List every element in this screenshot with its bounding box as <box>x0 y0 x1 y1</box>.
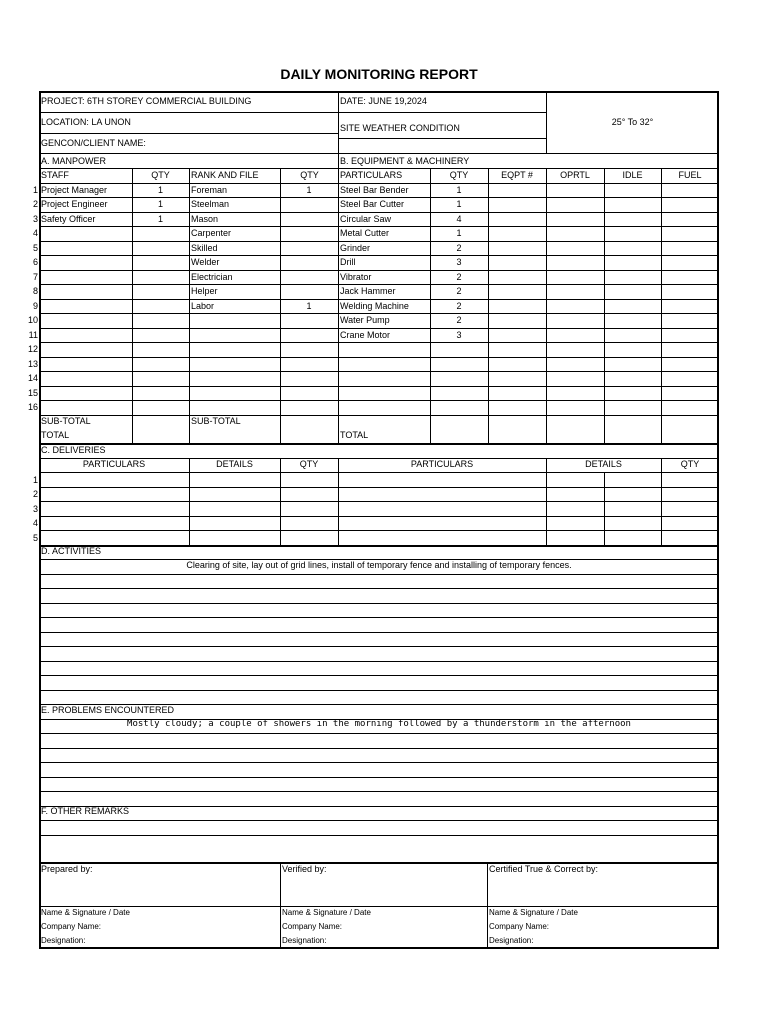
equipment-qty: 3 <box>456 330 462 340</box>
grid-line-h <box>39 241 719 242</box>
row-number: 14 <box>27 373 38 383</box>
rank-name: Labor <box>191 301 215 311</box>
row-number: 4 <box>32 228 38 238</box>
grid-line-h <box>39 632 719 633</box>
row-number: 11 <box>28 330 38 340</box>
delivery-row-number: 5 <box>32 533 38 543</box>
staff-name: Project Engineer <box>41 199 108 209</box>
staff-subtotal-label: SUB-TOTAL <box>41 416 91 426</box>
rank-name: Steelman <box>191 199 230 209</box>
grid-line-h <box>39 762 719 763</box>
delivery-row-number: 1 <box>32 475 38 485</box>
grid-line-v <box>338 91 339 153</box>
location-label: LOCATION: LA UNON <box>41 117 131 127</box>
equipment-name: Steel Bar Cutter <box>340 199 405 209</box>
row-number: 5 <box>32 243 38 253</box>
equipment-eqpt-header: EQPT # <box>501 170 533 180</box>
grid-line-v <box>488 168 489 443</box>
certified-name-signature: Name & Signature / Date <box>489 908 578 917</box>
grid-line-v <box>487 862 488 949</box>
equipment-qty: 3 <box>456 257 462 267</box>
grid-line-v <box>546 458 547 545</box>
grid-line-h <box>39 255 719 256</box>
project-label: PROJECT: 6TH STOREY COMMERCIAL BUILDING <box>41 96 252 106</box>
equipment-fuel-header: FUEL <box>678 170 702 180</box>
grid-line-v <box>604 168 605 443</box>
equipment-particulars-header: PARTICULARS <box>340 170 403 180</box>
row-number: 10 <box>27 315 38 325</box>
rank-name: Electrician <box>191 272 233 282</box>
staff-name: Safety Officer <box>41 214 96 224</box>
grid-line-h <box>39 415 719 416</box>
deliveries-particulars-header: PARTICULARS <box>82 459 146 469</box>
row-number: 13 <box>27 359 38 369</box>
staff-name: Project Manager <box>41 185 108 195</box>
rank-name: Foreman <box>191 185 228 195</box>
row-number: 3 <box>32 214 38 224</box>
grid-line-h <box>39 646 719 647</box>
row-number: 1 <box>32 185 38 195</box>
equipment-qty: 2 <box>456 286 462 296</box>
deliveries-details2-header: DETAILS <box>585 459 622 469</box>
grid-line-h <box>39 516 719 517</box>
certified-by-label: Certified True & Correct by: <box>489 864 599 874</box>
verified-company: Company Name: <box>282 922 343 931</box>
grid-line-v <box>280 862 281 949</box>
row-number: 7 <box>32 272 38 282</box>
grid-line-h <box>39 487 719 488</box>
equipment-name: Circular Saw <box>340 214 392 224</box>
rank-qty: 1 <box>306 301 312 311</box>
grid-line-h <box>338 138 546 139</box>
grid-line-v <box>189 458 190 545</box>
staff-qty: 1 <box>157 199 163 209</box>
grid-line-h <box>39 835 719 836</box>
equipment-qty: 1 <box>456 228 462 238</box>
equipment-name: Drill <box>340 257 356 267</box>
row-number: 9 <box>32 301 38 311</box>
grid-line-h <box>39 748 719 749</box>
manpower-section-title: A. MANPOWER <box>41 156 107 166</box>
grid-line-h <box>39 386 719 387</box>
problems-text: Mostly cloudy; a couple of showers in the morning followed by a thunderstorm in the afternoon <box>127 719 631 729</box>
weather-label: SITE WEATHER CONDITION <box>340 123 460 133</box>
temperature-value: 25° To 32° <box>611 117 654 127</box>
certified-company: Company Name: <box>489 922 550 931</box>
equipment-section-title: B. EQUIPMENT & MACHINERY <box>340 156 470 166</box>
equipment-name: Welding Machine <box>340 301 409 311</box>
equipment-qty: 2 <box>456 243 462 253</box>
equipment-name: Vibrator <box>340 272 372 282</box>
grid-line-h <box>39 472 719 473</box>
grid-line-h <box>39 806 719 807</box>
prepared-by-label: Prepared by: <box>41 864 93 874</box>
deliveries-qty2-header: QTY <box>680 459 700 469</box>
delivery-row-number: 3 <box>32 504 38 514</box>
grid-line-h <box>39 906 719 907</box>
staff-qty: 1 <box>157 185 163 195</box>
equipment-qty: 2 <box>456 272 462 282</box>
deliveries-section-title: C. DELIVERIES <box>41 445 106 455</box>
grid-line-h <box>39 820 719 821</box>
prepared-designation: Designation: <box>41 936 86 945</box>
manpower-total-label: TOTAL <box>41 430 70 440</box>
activities-section-title: D. ACTIVITIES <box>41 546 102 556</box>
grid-line-h <box>39 690 719 691</box>
gencon-label: GENCON/CLIENT NAME: <box>41 138 146 148</box>
grid-line-h <box>39 617 719 618</box>
equipment-name: Steel Bar Bender <box>340 185 409 195</box>
grid-line-h <box>39 777 719 778</box>
equipment-name: Water Pump <box>340 315 390 325</box>
equipment-qty: 1 <box>456 185 462 195</box>
row-number: 8 <box>32 286 38 296</box>
grid-line-v <box>604 472 605 545</box>
rank-name: Helper <box>191 286 218 296</box>
rank-name: Welder <box>191 257 220 267</box>
problems-section-title: E. PROBLEMS ENCOUNTERED <box>41 705 175 715</box>
grid-line-v <box>661 458 662 545</box>
grid-line-h <box>39 443 719 445</box>
equipment-name: Metal Cutter <box>340 228 390 238</box>
grid-line-v <box>189 168 190 443</box>
row-number: 2 <box>32 199 38 209</box>
grid-line-h <box>39 357 719 358</box>
deliveries-particulars2-header: PARTICULARS <box>410 459 474 469</box>
grid-line-h <box>39 270 719 271</box>
grid-line-h <box>39 501 719 502</box>
grid-line-h <box>39 588 719 589</box>
rank-name: Mason <box>191 214 219 224</box>
grid-line-h <box>39 545 719 547</box>
prepared-name-signature: Name & Signature / Date <box>41 908 130 917</box>
rank-subtotal-label: SUB-TOTAL <box>191 416 241 426</box>
rank-qty: 1 <box>306 185 312 195</box>
equipment-name: Jack Hammer <box>340 286 396 296</box>
staff-qty: 1 <box>157 214 163 224</box>
deliveries-qty-header: QTY <box>299 459 319 469</box>
row-number: 15 <box>27 388 38 398</box>
grid-line-h <box>39 661 719 662</box>
row-number: 6 <box>32 257 38 267</box>
staff-header: STAFF <box>41 170 69 180</box>
equipment-qty: 2 <box>456 315 462 325</box>
grid-line-v <box>280 458 281 545</box>
grid-line-h <box>39 862 719 864</box>
grid-line-h <box>39 112 546 113</box>
equipment-qty: 4 <box>456 214 462 224</box>
equipment-qty-header: QTY <box>449 170 469 180</box>
grid-line-h <box>39 791 719 792</box>
rank-name: Skilled <box>191 243 218 253</box>
equipment-qty: 2 <box>456 301 462 311</box>
equipment-idle-header: IDLE <box>622 170 643 180</box>
grid-line-h <box>39 675 719 676</box>
delivery-row-number: 4 <box>32 518 38 528</box>
verified-by-label: Verified by: <box>282 864 327 874</box>
equipment-name: Crane Motor <box>340 330 391 340</box>
grid-line-v <box>546 168 547 443</box>
rank-header: RANK AND FILE <box>191 170 259 180</box>
grid-line-h <box>39 574 719 575</box>
grid-line-v <box>338 153 339 443</box>
grid-line-h <box>39 733 719 734</box>
verified-name-signature: Name & Signature / Date <box>282 908 371 917</box>
equipment-qty: 1 <box>456 199 462 209</box>
grid-line-h <box>39 133 338 134</box>
rank-qty-header: QTY <box>300 170 319 180</box>
grid-line-v <box>338 458 339 545</box>
equipment-name: Grinder <box>340 243 371 253</box>
equipment-oprtl-header: OPRTL <box>560 170 590 180</box>
row-number: 12 <box>27 344 38 354</box>
grid-line-v <box>661 168 662 443</box>
prepared-company: Company Name: <box>41 922 102 931</box>
remarks-section-title: F. OTHER REMARKS <box>41 806 130 816</box>
activities-text: Clearing of site, lay out of grid lines, install of temporary fence and installing of temporary fences. <box>186 560 572 570</box>
grid-line-h <box>39 400 719 401</box>
rank-name: Carpenter <box>191 228 232 238</box>
grid-line-h <box>39 371 719 372</box>
page-title: DAILY MONITORING REPORT <box>280 66 478 82</box>
row-number: 16 <box>27 402 38 412</box>
verified-designation: Designation: <box>282 936 327 945</box>
equipment-total-label: TOTAL <box>340 430 369 440</box>
deliveries-details-header: DETAILS <box>216 459 253 469</box>
certified-designation: Designation: <box>489 936 534 945</box>
grid-line-h <box>39 530 719 531</box>
staff-qty-header: QTY <box>151 170 170 180</box>
grid-line-h <box>39 603 719 604</box>
grid-line-h <box>39 342 719 343</box>
delivery-row-number: 2 <box>32 489 38 499</box>
date-label: DATE: JUNE 19,2024 <box>340 96 427 106</box>
